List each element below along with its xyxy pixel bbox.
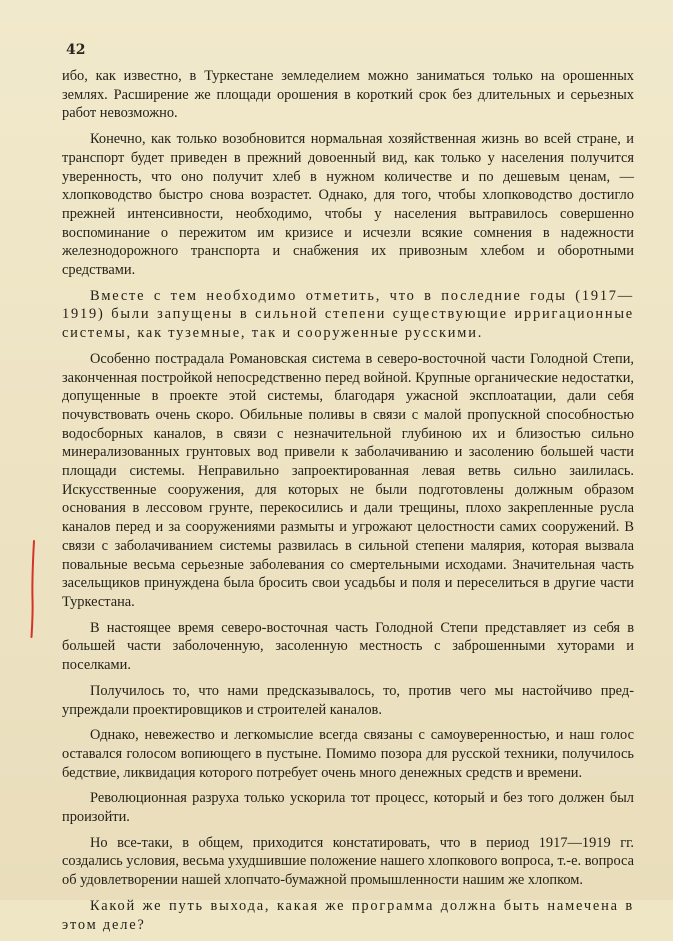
paragraph: Вместе с тем необходимо отметить, что в последние годы (1917—1919) были запущены в сильной степени существующие ирригационные системы, как туземные, так и сооруженные русскими. [62, 287, 634, 342]
paragraph: Какой же путь выхода, какая же программа должна быть намечена в этом деле? [62, 897, 634, 933]
paragraph: Революционная разруха только ускорила тот процесс, который и без того должен был произойти. [62, 790, 634, 826]
page-number: 42 [66, 42, 86, 58]
paragraph: Получилось то, что нами предсказывалось, то, против чего мы настойчиво предупреждали проектировщиков и строителей каналов. [62, 682, 634, 718]
paragraph: Но все-таки, в общем, приходится констатировать, что в период 1917—1919 гг. создались условия, весьма ухудшившие положение нашего хлопкового вопроса, т.-е. вопроса об удовлетворении нашей хлопчато-бумажной промышленности нашим же хлопком. [62, 834, 634, 889]
paragraph: Особенно пострадала Романовская система в северо-восточной части Голодной Степи, законченная постройкой непосредственно перед войной. Крупные органические недостатки, допущенные в проекте этой системы, благодаря ужасной эксплоатации, дали себя почувствовать очень скоро. Обильные поливы в связи с малой пропускной способностью водосборных каналов, в связи с незначительной глубиною их и близостью сильно минерализованных грунтовых вод привели к заболачиванию и засолению большей части площади системы. Неправильно запроектированная левая ветвь сильно заилилась. Искусственные сооружения, для которых не были подготовлены должным образом основания в лессовом грунте, перекосились и дали трещины, плохо закрепленные русла каналов перед и за сооружениями размыты и угрожают целостности самих сооружений. В связи с заболачиванием системы развилась в сильной степени малярия, которая вызвала повальные весьма серьезные заболевания со смертельными исходами. Значительная часть засельщиков принуждена была бросить свои усадьбы и поля и переселиться в другие части Туркестана. [62, 350, 634, 610]
paragraph: В настоящее время северо-восточная часть Голодной Степи представляет из себя в большей части заболоченную, засоленную местность с заброшенными хуторами и поселками. [62, 619, 634, 674]
body-text [62, 67, 634, 941]
paragraph: Однако, невежество и легкомыслие всегда связаны с самоуверенностью, и наш голос оставался голосом вопиющего в пустыне. Помимо позора для русской техники, получилось бедствие, ликвидация которого потребует очень много денежных средств и времени. [62, 727, 634, 781]
paragraph: ибо, как известно, в Туркестане земледелием можно заниматься только на орошенных землях. Расширение же площади орошения в короткий срок без длительных и серьезных работ невозможно. [62, 68, 634, 122]
paragraph: Конечно, как только возобновится нормальная хозяйственная жизнь во всей стране, и транспорт будет приведен в прежний довоенный вид, как только у населения получится уверенность, что оно получит хлеб в нужном количестве и по дешевым ценам, — хлопководство быстро снова возрастет. Однако, для того, чтобы хлопководство достигло прежней интенсивности, необходимо, чтобы у населения вытравилось совершенно воспоминание о пережитом им кризисе и исчезли всякие сомнения в надежности железнодорожного транспорта и снабжения их привозным хлебом и оборотными средствами. [62, 131, 634, 279]
red-pencil-margin-mark [29, 539, 37, 639]
